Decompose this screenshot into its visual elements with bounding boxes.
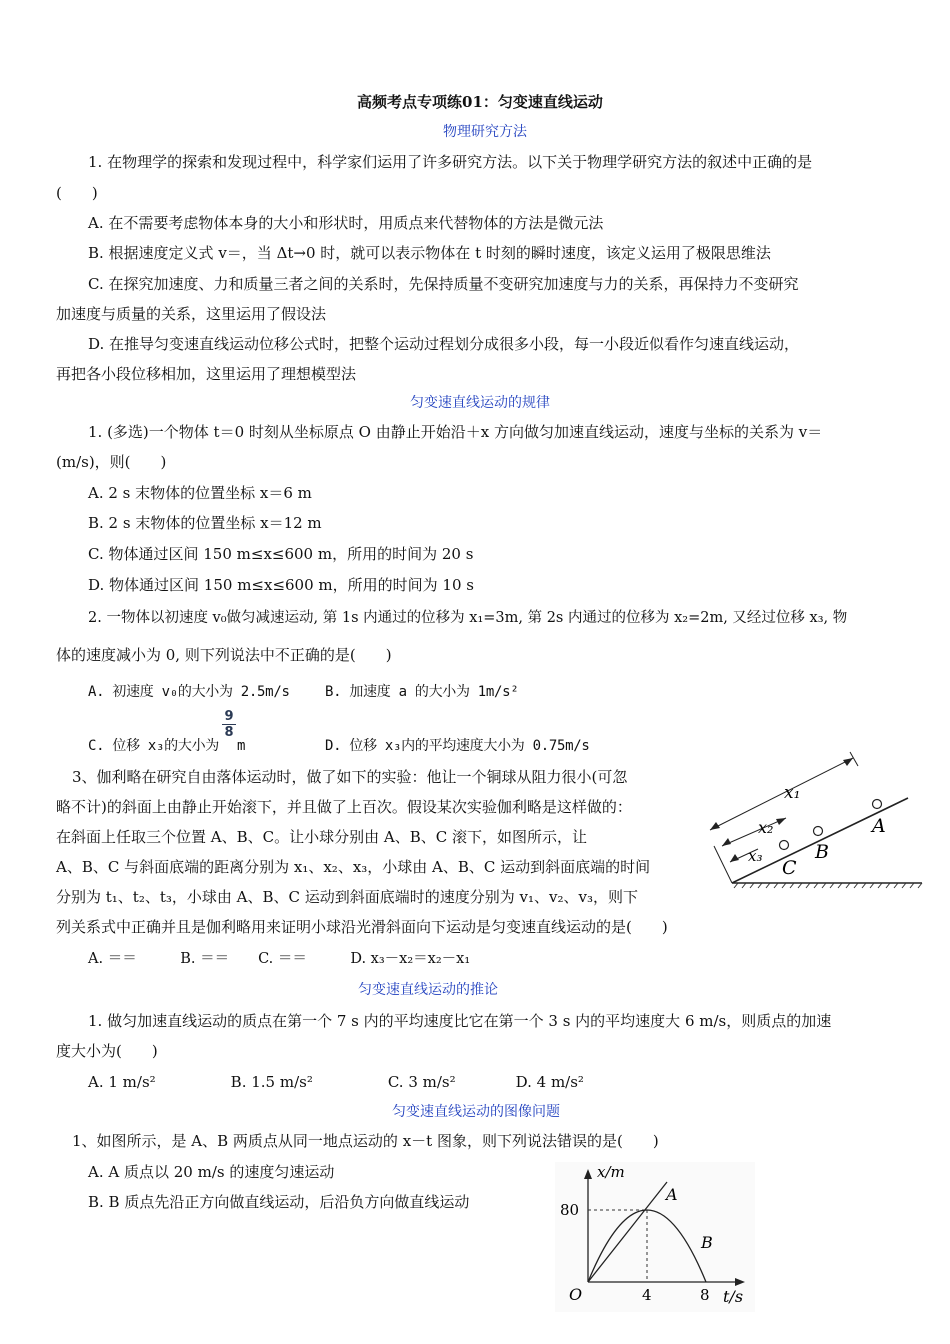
- option-c: C. 在探究加速度、力和质量三者之间的关系时，先保持质量不变研究加速度与力的关系，再保持力不变研究: [88, 275, 799, 293]
- section-heading-rules: 匀变速直线运动的规律: [410, 395, 550, 411]
- label-b: B: [815, 841, 829, 863]
- option-d-cont: 再把各小段位移相加，这里运用了理想模型法: [56, 365, 357, 383]
- series-a-label: A: [666, 1185, 678, 1204]
- tick-t4: 4: [642, 1286, 652, 1304]
- question-text: 度大小为( ): [56, 1042, 158, 1060]
- question-text: 略不计)的斜面上由静止开始滚下，并且做了上百次。假设某次实验伽利略是这样做的：: [56, 798, 632, 816]
- tick-80: 80: [560, 1201, 580, 1219]
- ball-c: [780, 841, 789, 850]
- question-text: 1. 做匀加速直线运动的质点在第一个 7 s 内的平均速度比它在第一个 3 s 内的平均速度大 6 m/s，则质点的加速: [88, 1012, 832, 1030]
- question-text: 3、伽利略在研究自由落体运动时，做了如下的实验：他让一个铜球从阻力很小(可忽: [72, 768, 628, 786]
- axis-label-t: t/s: [723, 1287, 744, 1306]
- origin-label: O: [569, 1285, 583, 1304]
- question-text: 体的速度减小为 0, 则下列说法中不正确的是( ): [56, 646, 392, 664]
- options-row: A. ＝＝ B. ＝＝ C. ＝＝ D. x₃－x₂＝x₂－x₁: [88, 951, 471, 967]
- option-a: A. 初速度 v₀的大小为 2.5m/s: [88, 684, 290, 700]
- option-a: A. 在不需要考虑物体本身的大小和形状时，用质点来代替物体的方法是微元法: [88, 214, 604, 232]
- question-text: A、B、C 与斜面底端的距离分别为 x₁、x₂、x₃，小球由 A、B、C 运动到斜面底端的时间: [56, 858, 651, 876]
- axis-label-x: x/m: [597, 1163, 625, 1181]
- option-b: B. B 质点先沿正方向做直线运动，后沿负方向做直线运动: [88, 1193, 470, 1211]
- option-a: A. A 质点以 20 m/s 的速度匀速运动: [88, 1163, 335, 1181]
- fraction-denominator: 8: [224, 725, 234, 740]
- label-x1: x₁: [784, 783, 801, 803]
- question-text: 在斜面上任取三个位置 A、B、C。让小球分别由 A、B、C 滚下，如图所示，让: [56, 828, 587, 846]
- label-a: A: [872, 815, 886, 837]
- question-text: (m/s)，则( ): [56, 453, 167, 471]
- section-heading-method: 物理研究方法: [443, 124, 527, 140]
- ball-b: [814, 827, 823, 836]
- question-text: 2. 一物体以初速度 v₀做匀减速运动, 第 1s 内通过的位移为 x₁=3m, 第 2s 内通过的位移为 x₂=2m, 又经过位移 x₃, 物: [88, 610, 848, 626]
- question-text: 1. 在物理学的探索和发现过程中，科学家们运用了许多研究方法。以下关于物理学研究方法的叙述中正确的是: [88, 153, 813, 171]
- fraction-nine-eighths: [222, 710, 236, 739]
- option-b: B. 加速度 a 的大小为 1m/s²: [325, 684, 519, 700]
- question-text: 列关系式中正确并且是伽利略用来证明小球沿光滑斜面向下运动是匀变速直线运动的是( ): [56, 918, 668, 936]
- option-c: C. 位移 x₃的大小为: [88, 738, 219, 754]
- fraction-numerator: 9: [224, 709, 234, 724]
- label-x2: x₂: [758, 818, 774, 837]
- tick-t8: 8: [700, 1286, 710, 1304]
- incline-figure: [700, 748, 925, 890]
- series-b-label: B: [701, 1233, 713, 1252]
- option-b: B. 2 s 末物体的位置坐标 x＝12 m: [88, 514, 322, 532]
- label-c: C: [782, 857, 797, 879]
- question-text: 1、如图所示，是 A、B 两质点从同一地点运动的 x－t 图象，则下列说法错误的是( ): [72, 1132, 659, 1150]
- section-heading-graph: 匀变速直线运动的图像问题: [392, 1104, 560, 1120]
- option-c-cont: 加速度与质量的关系，这里运用了假设法: [56, 305, 327, 323]
- option-d: D. 物体通过区间 150 m≤x≤600 m，所用的时间为 10 s: [88, 576, 474, 594]
- question-text: 1. (多选)一个物体 t＝0 时刻从坐标原点 O 由静止开始沿＋x 方向做匀加速直线运动，速度与坐标的关系为 v＝: [88, 423, 823, 441]
- option-d: D. 在推导匀变速直线运动位移公式时，把整个运动过程划分成很多小段，每一小段近似看作匀速直线运动，: [88, 335, 800, 353]
- question-text: ( ): [56, 184, 98, 202]
- x-t-graph: [555, 1162, 755, 1312]
- ball-a: [873, 800, 882, 809]
- option-c: C. 物体通过区间 150 m≤x≤600 m，所用的时间为 20 s: [88, 545, 474, 563]
- option-c-unit: m: [237, 738, 246, 754]
- x2-dimension: [722, 818, 786, 846]
- option-b: B. 根据速度定义式 v＝，当 Δt→0 时，就可以表示物体在 t 时刻的瞬时速度，该定义运用了极限思维法: [88, 244, 771, 262]
- option-a: A. 2 s 末物体的位置坐标 x＝6 m: [88, 484, 312, 502]
- label-x3: x₃: [748, 847, 763, 865]
- option-d: D. 位移 x₃内的平均速度大小为 0.75m/s: [325, 738, 590, 754]
- question-text: 分别为 t₁、t₂、t₃，小球由 A、B、C 运动到斜面底端时的速度分别为 v₁、v₂、v₃，则下: [56, 888, 638, 906]
- options-row: A. 1 m/s² B. 1.5 m/s² C. 3 m/s² D. 4 m/s²: [88, 1073, 584, 1091]
- section-heading-inference: 匀变速直线运动的推论: [358, 982, 498, 998]
- page-title: 高频考点专项练01：匀变速直线运动: [357, 93, 603, 111]
- incline-end: [714, 846, 732, 883]
